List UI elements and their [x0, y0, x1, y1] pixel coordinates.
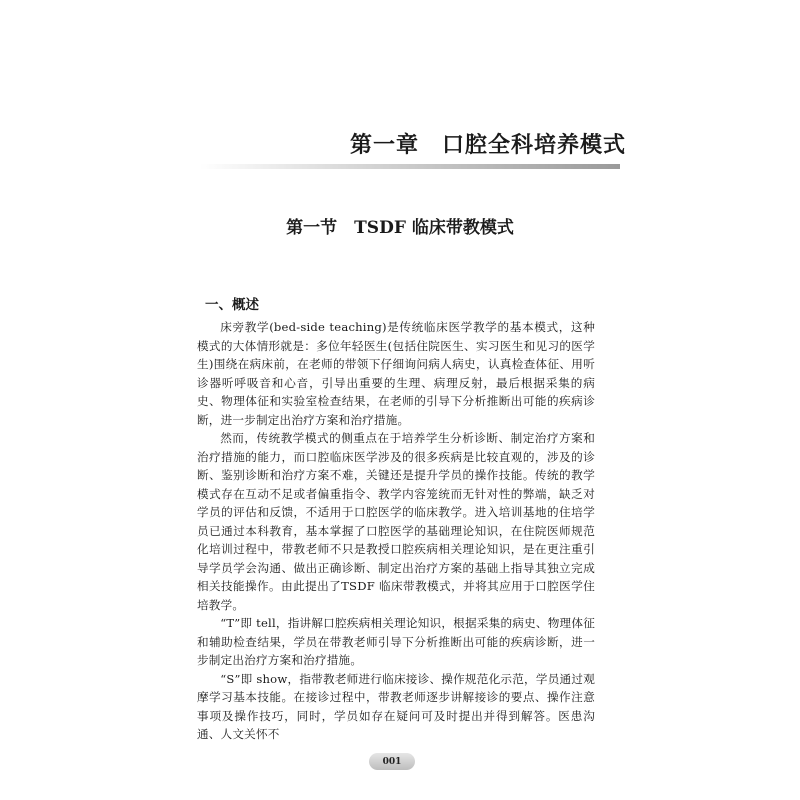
chapter-title: 第一章 口腔全科培养模式	[350, 132, 627, 158]
section-title: 第一节 TSDF 临床带教模式	[286, 218, 514, 238]
paragraph-traditional-model: 然而，传统教学模式的侧重点在于培养学生分析诊断、制定治疗方案和治疗措施的能力，而口腔临床医学涉及的很多疾病是比较直观的，涉及的诊断、鉴别诊断和治疗方案不难，关键还是提升学员的操作技能。传统的教学模式存在互动不足或者偏重指令、教学内容笼统而无针对性的弊端，缺乏对学员的评估和反馈，不适用于口腔医学的临床教学。进入培训基地的住培学员已通过本科教育，基本掌握了口腔医学的基础理论知识，在住院医师规范化培训过程中，带教老师不只是教授口腔疾病相关理论知识，是在更注重引导学员学会沟通、做出正确诊断、制定出治疗方案的基础上指导其独立完成相关技能操作。由此提出了TSDF 临床带教模式，并将其应用于口腔医学住培教学。	[197, 431, 595, 612]
body-text	[197, 318, 595, 744]
subsection-title: 一、概述	[205, 297, 259, 313]
page-number: 001	[369, 753, 415, 770]
chapter-title-rule	[200, 164, 620, 169]
paragraph-bedside-teaching: 床旁教学(bed-side teaching)是传统临床医学教学的基本模式，这种模式的大体情形就是：多位年轻医生(包括住院医生、实习医生和见习的医学生)围绕在病床前，在老师的带领下仔细询问病人病史，认真检查体征、用听诊器听呼吸音和心音，引导出重要的生理、病理反射，最后根据采集的病史、物理体征和实验室检查结果，在老师的引导下分析推断出可能的疾病诊断，进一步制定出治疗方案和治疗措施。	[197, 320, 595, 427]
paragraph-show: “S”即 show，指带教老师进行临床接诊、操作规范化示范，学员通过观摩学习基本技能。在接诊过程中，带教老师逐步讲解接诊的要点、操作注意事项及操作技巧，同时，学员如存在疑问可及时提出并得到解答。医患沟通、人文关怀不	[197, 671, 595, 741]
paragraph-tell: “T”即 tell，指讲解口腔疾病相关理论知识，根据采集的病史、物理体征和辅助检查结果，学员在带教老师引导下分析推断出可能的疾病诊断，进一步制定出治疗方案和治疗措施。	[197, 616, 595, 667]
